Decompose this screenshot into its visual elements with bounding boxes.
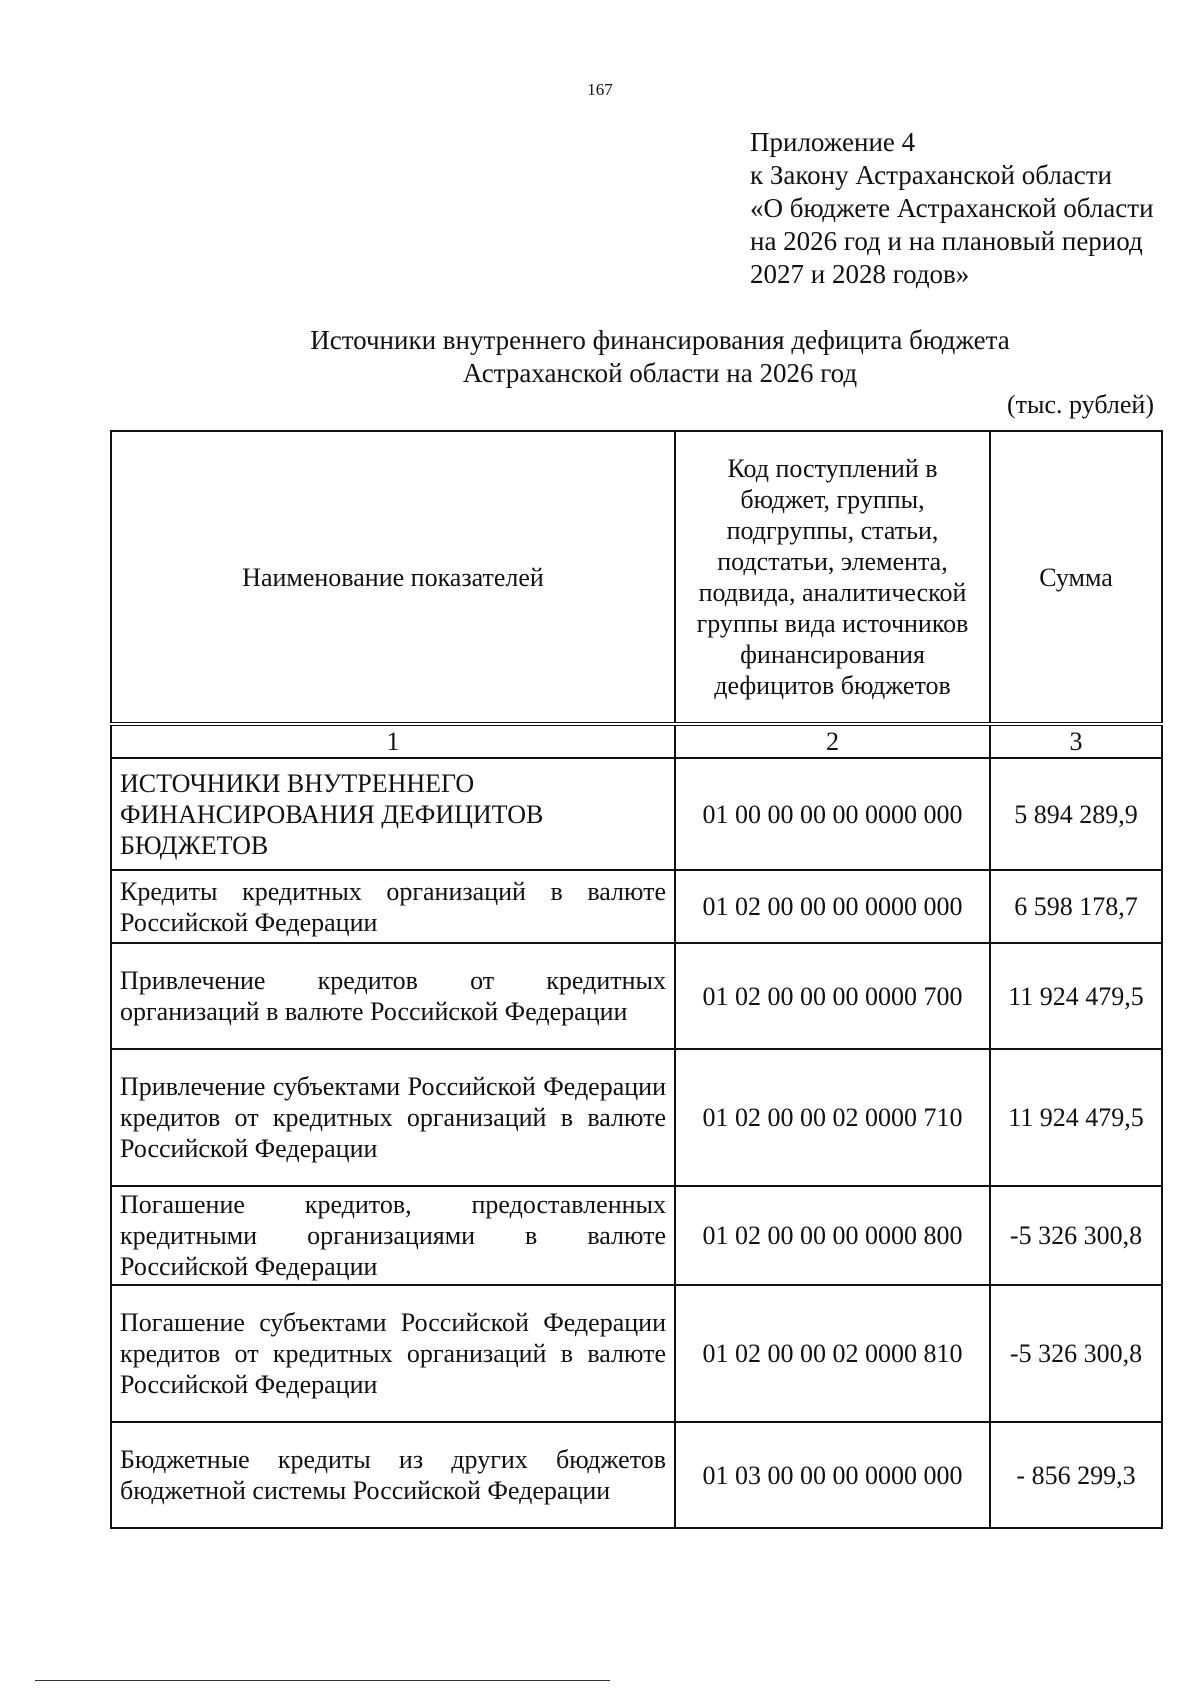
footer-divider (35, 1680, 610, 1681)
column-number: 3 (990, 724, 1162, 758)
appendix-line: 2027 и 2028 годов» (750, 259, 970, 289)
row-sum: - 856 299,3 (990, 1422, 1162, 1528)
appendix-note (750, 126, 1154, 291)
document-title-line: Астраханской области на 2026 год (462, 358, 858, 388)
row-code: 01 02 00 00 00 0000 700 (675, 943, 990, 1049)
row-sum: -5 326 300,8 (990, 1285, 1162, 1422)
column-header-name: Наименование показателей (111, 431, 675, 724)
column-header-code: Код поступлений в бюджет, группы, подгруппы, статьи, подстатьи, элемента, подвида, аналитической группы вида источников финансирования дефицитов бюджетов (675, 431, 990, 724)
row-code: 01 02 00 00 00 0000 800 (675, 1186, 990, 1285)
row-sum: 11 924 479,5 (990, 943, 1162, 1049)
row-name: Привлечение кредитов от кредитных организаций в валюте Российской Федерации (111, 943, 675, 1049)
table-row (111, 1186, 1162, 1285)
table-row (111, 758, 1162, 870)
row-sum: 5 894 289,9 (990, 758, 1162, 870)
page-number: 167 (587, 80, 613, 99)
table-header-row (111, 431, 1162, 724)
row-name: Кредиты кредитных организаций в валюте Российской Федерации (111, 870, 675, 943)
appendix-line: на 2026 год и на плановый период (750, 226, 1143, 256)
table-row (111, 1422, 1162, 1528)
column-number: 1 (111, 724, 675, 758)
appendix-line: к Закону Астраханской области (750, 160, 1113, 190)
row-sum: 6 598 178,7 (990, 870, 1162, 943)
table-row (111, 1049, 1162, 1186)
document-title-line: Источники внутреннего финансирования дефицита бюджета (310, 325, 1010, 355)
row-name: ИСТОЧНИКИ ВНУТРЕННЕГО ФИНАНСИРОВАНИЯ ДЕФИЦИТОВ БЮДЖЕТОВ (111, 758, 675, 870)
column-header-sum: Сумма (990, 431, 1162, 724)
document-title (0, 324, 1200, 390)
row-sum: 11 924 479,5 (990, 1049, 1162, 1186)
units-label: (тыс. рублей) (1006, 390, 1154, 419)
row-code: 01 03 00 00 00 0000 000 (675, 1422, 990, 1528)
row-code: 01 02 00 00 00 0000 000 (675, 870, 990, 943)
table-row (111, 943, 1162, 1049)
column-number-row (111, 724, 1162, 758)
appendix-line: «О бюджете Астраханской области (750, 193, 1154, 223)
row-name: Привлечение субъектами Российской Федерации кредитов от кредитных организаций в валюте Российской Федерации (111, 1049, 675, 1186)
row-code: 01 02 00 00 02 0000 710 (675, 1049, 990, 1186)
row-code: 01 00 00 00 00 0000 000 (675, 758, 990, 870)
table-row (111, 1285, 1162, 1422)
row-sum: -5 326 300,8 (990, 1186, 1162, 1285)
financing-sources-table (110, 430, 1163, 1529)
appendix-line: Приложение 4 (750, 127, 916, 157)
table-row (111, 870, 1162, 943)
row-name: Погашение субъектами Российской Федерации кредитов от кредитных организаций в валюте Российской Федерации (111, 1285, 675, 1422)
row-name: Бюджетные кредиты из других бюджетов бюджетной системы Российской Федерации (111, 1422, 675, 1528)
column-number: 2 (675, 724, 990, 758)
row-code: 01 02 00 00 02 0000 810 (675, 1285, 990, 1422)
row-name: Погашение кредитов, предоставленных кредитными организациями в валюте Российской Федерации (111, 1186, 675, 1285)
